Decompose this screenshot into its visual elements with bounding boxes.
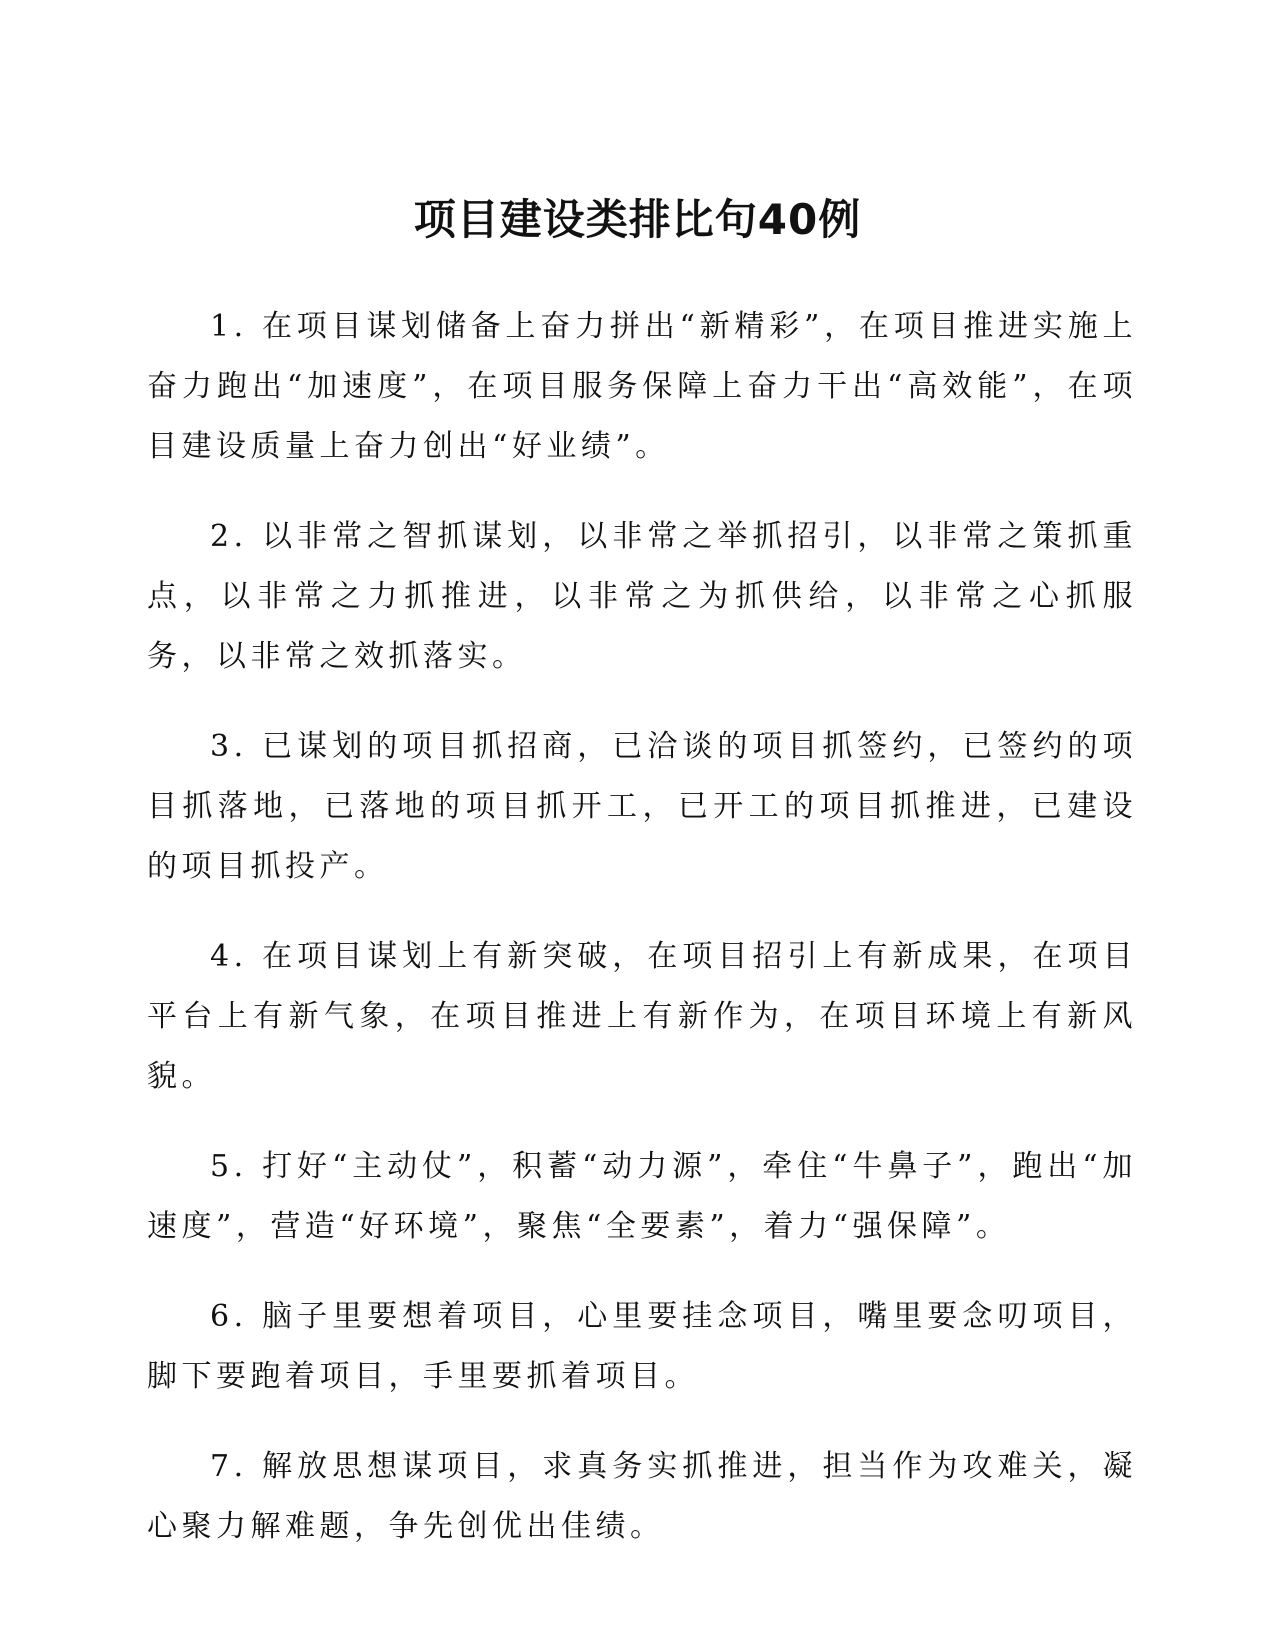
paragraph-6: 6. 脑子里要想着项目，心里要挂念项目，嘴里要念叨项目，脚下要跑着项目，手里要抓着项目。 [147, 1299, 1137, 1394]
paragraph-7: 7. 解放思想谋项目，求真务实抓推进，担当作为攻难关，凝心聚力解难题，争先创优出佳绩。 [147, 1449, 1137, 1544]
paragraph-2: 2. 以非常之智抓谋划，以非常之举抓招引，以非常之策抓重点，以非常之力抓推进，以非常之为抓供给，以非常之心抓服务，以非常之效抓落实。 [147, 519, 1137, 674]
paragraph-1: 1. 在项目谋划储备上奋力拼出“新精彩”，在项目推进实施上奋力跑出“加速度”，在项目服务保障上奋力干出“高效能”，在项目建设质量上奋力创出“好业绩”。 [147, 309, 1137, 464]
paragraph-3: 3. 已谋划的项目抓招商，已洽谈的项目抓签约，已签约的项目抓落地，已落地的项目抓开工，已开工的项目抓推进，已建设的项目抓投产。 [147, 729, 1137, 884]
document-body [147, 297, 1137, 1587]
paragraph-4: 4. 在项目谋划上有新突破，在项目招引上有新成果，在项目平台上有新气象，在项目推进上有新作为，在项目环境上有新风貌。 [147, 939, 1137, 1094]
document-title: 项目建设类排比句40例 [413, 195, 862, 244]
paragraph-5: 5. 打好“主动仗”，积蓄“动力源”，牵住“牛鼻子”，跑出“加速度”，营造“好环境”，聚焦“全要素”，着力“强保障”。 [147, 1149, 1137, 1244]
